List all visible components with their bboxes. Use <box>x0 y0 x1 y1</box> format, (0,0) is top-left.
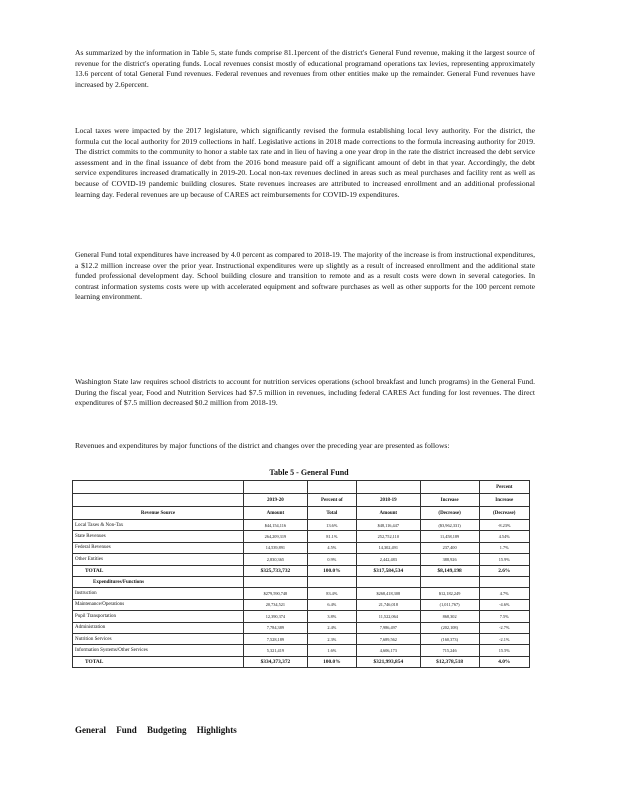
row-label: Instruction <box>73 588 244 599</box>
cell-percent-increase: 4.54% <box>479 531 529 542</box>
header-2018-19: 2018-19 <box>356 494 420 507</box>
cell-amount-2018: 252,752,110 <box>356 531 420 542</box>
table-row <box>73 531 530 542</box>
total-amount-2019: $325,733,732 <box>244 565 308 576</box>
cell-increase: (202,108) <box>420 622 479 633</box>
cell-amount-2019: $44,154,116 <box>244 520 308 531</box>
cell-amount-2019: 20,734,521 <box>244 599 308 610</box>
cell-percent: 83.4% <box>307 588 356 599</box>
cell-percent: 4.5% <box>307 542 356 553</box>
row-label: Local Taxes & Non-Tax <box>73 520 244 531</box>
header-cell-empty <box>356 481 420 494</box>
table-header-row-top <box>73 481 530 494</box>
section-cell-empty <box>244 576 308 587</box>
total-percent-increase: 4.0% <box>479 656 529 667</box>
header-cell-empty <box>307 481 356 494</box>
cell-amount-2018: 7,689,562 <box>356 633 420 644</box>
total-increase: $8,149,198 <box>420 565 479 576</box>
header-cell-empty <box>420 481 479 494</box>
cell-percent: 3.8% <box>307 611 356 622</box>
total-increase: $12,378,518 <box>420 656 479 667</box>
table-row <box>73 554 530 565</box>
total-percent-increase: 2.6% <box>479 565 529 576</box>
cell-amount-2018: 4,606,173 <box>356 645 420 656</box>
section-cell-empty <box>420 576 479 587</box>
cell-increase: (1,011,767) <box>420 599 479 610</box>
cell-increase: 237,400 <box>420 542 479 553</box>
paragraph-local-taxes: Local taxes were impacted by the 2017 legislature, which significantly revised the formula establishing local levy authority. For the district, the formula cut the local authority for 2019 collections in half. Legislative actions in 2018 made corrections to the formula increasing authority for 2019. The district commits to the community to honor a stable tax rate and in lieu of having a one year drop in the rate the district increased the debt service assessment and in the final issuance of debt from the 2016 bond measure paid off a significant amount of debt in that year. Accordingly, the debt service expenditures increased dramatically in 2019-20. Local non-tax revenues declined in areas such as meal purchases and facility rent as well as because of COVID-19 pandemic building closures. State revenues increases are attributed to increased enrollment and an additional professional learning day. Federal revenues are up because of CARES act reimbursements for COVID-19 expenditures. <box>75 126 535 199</box>
cell-percent-increase: 1.7% <box>479 542 529 553</box>
header-total: Total <box>307 507 356 520</box>
cell-amount-2019: 2,830,365 <box>244 554 308 565</box>
cell-percent-increase: 15.5% <box>479 645 529 656</box>
row-label: Information Systems/Other Services <box>73 645 244 656</box>
table-caption: Table 5 - General Fund <box>269 468 349 477</box>
paragraph-table-intro: Revenues and expenditures by major functions of the district and changes over the preceding year are presented as follows: <box>75 441 450 450</box>
header-percent-decrease: (Decrease) <box>479 507 529 520</box>
cell-percent-increase: 7.5% <box>479 611 529 622</box>
cell-increase: $12,182,249 <box>420 588 479 599</box>
cell-amount-2019: 7,528,189 <box>244 633 308 644</box>
cell-increase: 715,246 <box>420 645 479 656</box>
table-row <box>73 588 530 599</box>
cell-percent-increase: 4.7% <box>479 588 529 599</box>
cell-amount-2019: 7,784,389 <box>244 622 308 633</box>
cell-amount-2018: 14,302,491 <box>356 542 420 553</box>
total-label: TOTAL <box>73 656 244 667</box>
general-fund-table <box>72 480 530 668</box>
table-row <box>73 542 530 553</box>
table-row <box>73 622 530 633</box>
table-row <box>73 633 530 644</box>
cell-amount-2019: 14,539,891 <box>244 542 308 553</box>
total-label: TOTAL <box>73 565 244 576</box>
row-label: Federal Revenues <box>73 542 244 553</box>
cell-increase: 388,926 <box>420 554 479 565</box>
row-label: Administration <box>73 622 244 633</box>
cell-increase: 11,458,189 <box>420 531 479 542</box>
table-header-row-mid <box>73 494 530 507</box>
cell-percent: 2.3% <box>307 633 356 644</box>
header-cell-empty <box>73 494 244 507</box>
total-amount-2018: $321,993,854 <box>356 656 420 667</box>
cell-amount-2018: 2,442,483 <box>356 554 420 565</box>
header-percent-of: Percent of <box>307 494 356 507</box>
total-amount-2019: $334,373,372 <box>244 656 308 667</box>
section-cell-empty <box>307 576 356 587</box>
cell-percent-increase: -2.7% <box>479 622 529 633</box>
cell-percent-increase: -2.1% <box>479 633 529 644</box>
cell-percent: 6.4% <box>307 599 356 610</box>
table-total-row <box>73 656 530 667</box>
cell-amount-2018: $268,418,308 <box>356 588 420 599</box>
cell-amount-2018: 21,746,018 <box>356 599 420 610</box>
section-heading: General Fund Budgeting Highlights <box>75 725 237 735</box>
cell-amount-2019: 12,390,374 <box>244 611 308 622</box>
cell-amount-2018: 7,986,497 <box>356 622 420 633</box>
paragraph-expenditures: General Fund total expenditures have increased by 4.0 percent as compared to 2018-19. The majority of the increase is from instructional expenditures, a $12.2 million increase over the prior year. Instructional expenditures were up slightly as a result of increased enrollment and the additional state funded professional development day. School building closure and transition to remote and as a result costs were down in several categories. In contrast information systems costs were up with accelerated equipment and software purchases as well as other supports for the 100 percent remote learning environment. <box>75 250 535 302</box>
section-label: Expenditures/Functions <box>73 576 244 587</box>
header-amount-2018: Amount <box>356 507 420 520</box>
row-label: Maintenance/Operations <box>73 599 244 610</box>
cell-percent-increase: -8.23% <box>479 520 529 531</box>
cell-percent: 2.4% <box>307 622 356 633</box>
header-cell-empty <box>244 481 308 494</box>
cell-percent-increase: -4.6% <box>479 599 529 610</box>
table-row <box>73 611 530 622</box>
header-decrease: (Decrease) <box>420 507 479 520</box>
header-cell-empty <box>73 481 244 494</box>
paragraph-nutrition: Washington State law requires school districts to account for nutrition services operations (school breakfast and lunch programs) in the General Fund. During the fiscal year, Food and Nutrition Services had $7.5 million in revenues, including federal CARES Act funding for lost revenues. The direct expenditures of $7.5 million decreased $0.2 million from 2018-19. <box>75 377 535 408</box>
cell-percent: 13.6% <box>307 520 356 531</box>
table-row <box>73 645 530 656</box>
table-total-row <box>73 565 530 576</box>
section-cell-empty <box>356 576 420 587</box>
cell-percent: 0.9% <box>307 554 356 565</box>
row-label: State Revenues <box>73 531 244 542</box>
cell-increase: (160,373) <box>420 633 479 644</box>
total-percent: 100.0% <box>307 656 356 667</box>
header-increase: Increase <box>420 494 479 507</box>
cell-increase: ($3,962,331) <box>420 520 479 531</box>
header-percent-increase: Increase <box>479 494 529 507</box>
cell-percent: 81.1% <box>307 531 356 542</box>
cell-percent-increase: 15.9% <box>479 554 529 565</box>
header-percent-top: Percent <box>479 481 529 494</box>
paragraph-revenue-summary: As summarized by the information in Table 5, state funds comprise 81.1percent of the district's General Fund revenue, making it the largest source of revenue for the district's operating funds. Local revenues consist mostly of educational programand operations tax levies, representing approximately 13.6 percent of total General Fund revenues. Federal revenues and revenues from other entities make up the remainder. General Fund revenues have increased by 2.6percent. <box>75 48 535 89</box>
cell-amount-2019: $279,590,748 <box>244 588 308 599</box>
cell-increase: 868,302 <box>420 611 479 622</box>
header-2019-20: 2019-20 <box>244 494 308 507</box>
cell-amount-2018: $48,116,447 <box>356 520 420 531</box>
table-row <box>73 599 530 610</box>
header-amount-2019: Amount <box>244 507 308 520</box>
total-amount-2018: $317,584,534 <box>356 565 420 576</box>
section-cell-empty <box>479 576 529 587</box>
cell-amount-2019: 5,321,419 <box>244 645 308 656</box>
row-label: Other Entities <box>73 554 244 565</box>
table-row <box>73 520 530 531</box>
cell-percent: 1.6% <box>307 645 356 656</box>
table-header-row-bottom <box>73 507 530 520</box>
header-revenue-source: Revenue Source <box>73 507 244 520</box>
row-label: Pupil Transportation <box>73 611 244 622</box>
total-percent: 100.0% <box>307 565 356 576</box>
row-label: Nutrition Services <box>73 633 244 644</box>
cell-amount-2018: 11,522,064 <box>356 611 420 622</box>
table-section-row <box>73 576 530 587</box>
cell-amount-2019: 264,209,319 <box>244 531 308 542</box>
